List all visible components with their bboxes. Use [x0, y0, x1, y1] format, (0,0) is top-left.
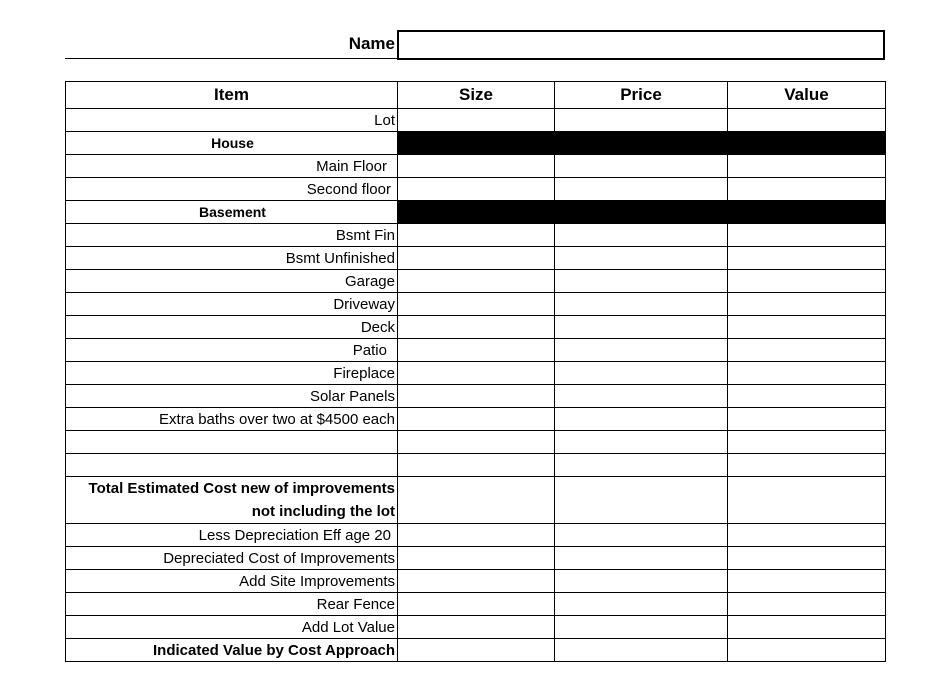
value-cell[interactable] — [728, 178, 886, 201]
table-row-blank — [66, 431, 886, 454]
value-cell[interactable] — [728, 339, 886, 362]
size-cell[interactable] — [398, 362, 555, 385]
section-label-house: House — [66, 132, 398, 155]
price-cell[interactable] — [555, 247, 728, 270]
value-cell[interactable] — [728, 155, 886, 178]
price-cell[interactable] — [555, 385, 728, 408]
column-header-size: Size — [398, 82, 555, 109]
price-cell[interactable] — [555, 454, 728, 477]
price-cell[interactable] — [555, 270, 728, 293]
value-cell[interactable] — [728, 385, 886, 408]
row-label-extra-baths: Extra baths over two at $4500 each — [66, 408, 398, 431]
section-fill — [555, 201, 728, 224]
row-label-total-cost — [66, 477, 398, 524]
name-label: Name — [348, 34, 395, 53]
table-row-deck — [66, 316, 886, 339]
size-cell[interactable] — [398, 155, 555, 178]
size-cell[interactable] — [398, 178, 555, 201]
row-label-indicated-value: Indicated Value by Cost Approach — [66, 639, 398, 662]
value-cell[interactable] — [728, 524, 886, 547]
row-label-bsmt-fin: Bsmt Fin — [66, 224, 398, 247]
row-label-garage: Garage — [66, 270, 398, 293]
table-row-bsmt-unfinished — [66, 247, 886, 270]
value-cell[interactable] — [728, 316, 886, 339]
value-cell[interactable] — [728, 431, 886, 454]
section-fill — [398, 201, 555, 224]
value-cell[interactable] — [728, 408, 886, 431]
row-label-rear-fence: Rear Fence — [66, 593, 398, 616]
table-row-driveway — [66, 293, 886, 316]
table-row-indicated-value — [66, 639, 886, 662]
size-cell[interactable] — [398, 570, 555, 593]
row-label-fireplace: Fireplace — [66, 362, 398, 385]
size-cell[interactable] — [398, 293, 555, 316]
table-row-extra-baths — [66, 408, 886, 431]
table-row-rear-fence — [66, 593, 886, 616]
value-cell[interactable] — [728, 570, 886, 593]
size-cell[interactable] — [398, 408, 555, 431]
size-cell[interactable] — [398, 339, 555, 362]
value-cell[interactable] — [728, 477, 886, 524]
section-label-basement: Basement — [66, 201, 398, 224]
price-cell[interactable] — [555, 408, 728, 431]
size-cell[interactable] — [398, 639, 555, 662]
section-fill — [728, 132, 886, 155]
blank-cell[interactable] — [66, 454, 398, 477]
size-cell[interactable] — [398, 524, 555, 547]
size-cell[interactable] — [398, 431, 555, 454]
value-cell[interactable] — [728, 639, 886, 662]
row-label-depreciated-cost: Depreciated Cost of Improvements — [66, 547, 398, 570]
column-header-price: Price — [555, 82, 728, 109]
table-row-add-lot-value — [66, 616, 886, 639]
value-cell[interactable] — [728, 547, 886, 570]
size-cell[interactable] — [398, 109, 555, 132]
column-header-item: Item — [66, 82, 398, 109]
value-cell[interactable] — [728, 616, 886, 639]
table-row-total-cost — [66, 477, 886, 524]
table-row-second-floor — [66, 178, 886, 201]
section-fill — [555, 132, 728, 155]
price-cell[interactable] — [555, 109, 728, 132]
value-cell[interactable] — [728, 224, 886, 247]
size-cell[interactable] — [398, 547, 555, 570]
row-label-lot: Lot — [66, 109, 398, 132]
price-cell[interactable] — [555, 362, 728, 385]
table-row-add-site-improvements — [66, 570, 886, 593]
column-header-value: Value — [728, 82, 886, 109]
size-cell[interactable] — [398, 593, 555, 616]
price-cell[interactable] — [555, 155, 728, 178]
value-cell[interactable] — [728, 247, 886, 270]
size-cell[interactable] — [398, 477, 555, 524]
row-label-deck: Deck — [66, 316, 398, 339]
price-cell[interactable] — [555, 316, 728, 339]
value-cell[interactable] — [728, 593, 886, 616]
size-cell[interactable] — [398, 454, 555, 477]
size-cell[interactable] — [398, 247, 555, 270]
table-row-solar-panels — [66, 385, 886, 408]
table-row-fireplace — [66, 362, 886, 385]
value-cell[interactable] — [728, 454, 886, 477]
name-input[interactable] — [397, 30, 885, 60]
row-label-driveway: Driveway — [66, 293, 398, 316]
value-cell[interactable] — [728, 293, 886, 316]
row-label-add-lot-value: Add Lot Value — [66, 616, 398, 639]
size-cell[interactable] — [398, 385, 555, 408]
price-cell[interactable] — [555, 570, 728, 593]
price-cell[interactable] — [555, 524, 728, 547]
section-fill — [398, 132, 555, 155]
price-cell[interactable] — [555, 293, 728, 316]
row-label-bsmt-unfinished: Bsmt Unfinished — [66, 247, 398, 270]
header-row — [66, 82, 886, 109]
row-label-main-floor: Main Floor — [66, 155, 398, 178]
table-row-main-floor — [66, 155, 886, 178]
table-row-bsmt-fin — [66, 224, 886, 247]
size-cell[interactable] — [398, 270, 555, 293]
row-label-add-site-improvements: Add Site Improvements — [66, 570, 398, 593]
price-cell[interactable] — [555, 593, 728, 616]
table-row-garage — [66, 270, 886, 293]
cost-approach-table — [65, 81, 886, 662]
total-cost-line1: Total Estimated Cost new of improvements — [88, 480, 395, 497]
value-cell[interactable] — [728, 270, 886, 293]
size-cell[interactable] — [398, 616, 555, 639]
table-row-lot — [66, 109, 886, 132]
row-label-less-depreciation: Less Depreciation Eff age 20 — [66, 524, 398, 547]
table-row-depreciated-cost — [66, 547, 886, 570]
size-cell[interactable] — [398, 316, 555, 339]
price-cell[interactable] — [555, 547, 728, 570]
value-cell[interactable] — [728, 109, 886, 132]
price-cell[interactable] — [555, 339, 728, 362]
price-cell[interactable] — [555, 477, 728, 524]
row-label-patio: Patio — [66, 339, 398, 362]
table-row-house — [66, 132, 886, 155]
table-row-patio — [66, 339, 886, 362]
blank-cell[interactable] — [66, 431, 398, 454]
price-cell[interactable] — [555, 431, 728, 454]
name-underline — [65, 58, 397, 59]
row-label-second-floor: Second floor — [66, 178, 398, 201]
price-cell[interactable] — [555, 639, 728, 662]
value-cell[interactable] — [728, 362, 886, 385]
price-cell[interactable] — [555, 224, 728, 247]
table-row-less-depreciation — [66, 524, 886, 547]
total-cost-line2: not including the lot — [251, 503, 395, 520]
section-fill — [728, 201, 886, 224]
price-cell[interactable] — [555, 178, 728, 201]
table-row-blank — [66, 454, 886, 477]
price-cell[interactable] — [555, 616, 728, 639]
size-cell[interactable] — [398, 224, 555, 247]
table-row-basement — [66, 201, 886, 224]
row-label-solar-panels: Solar Panels — [66, 385, 398, 408]
